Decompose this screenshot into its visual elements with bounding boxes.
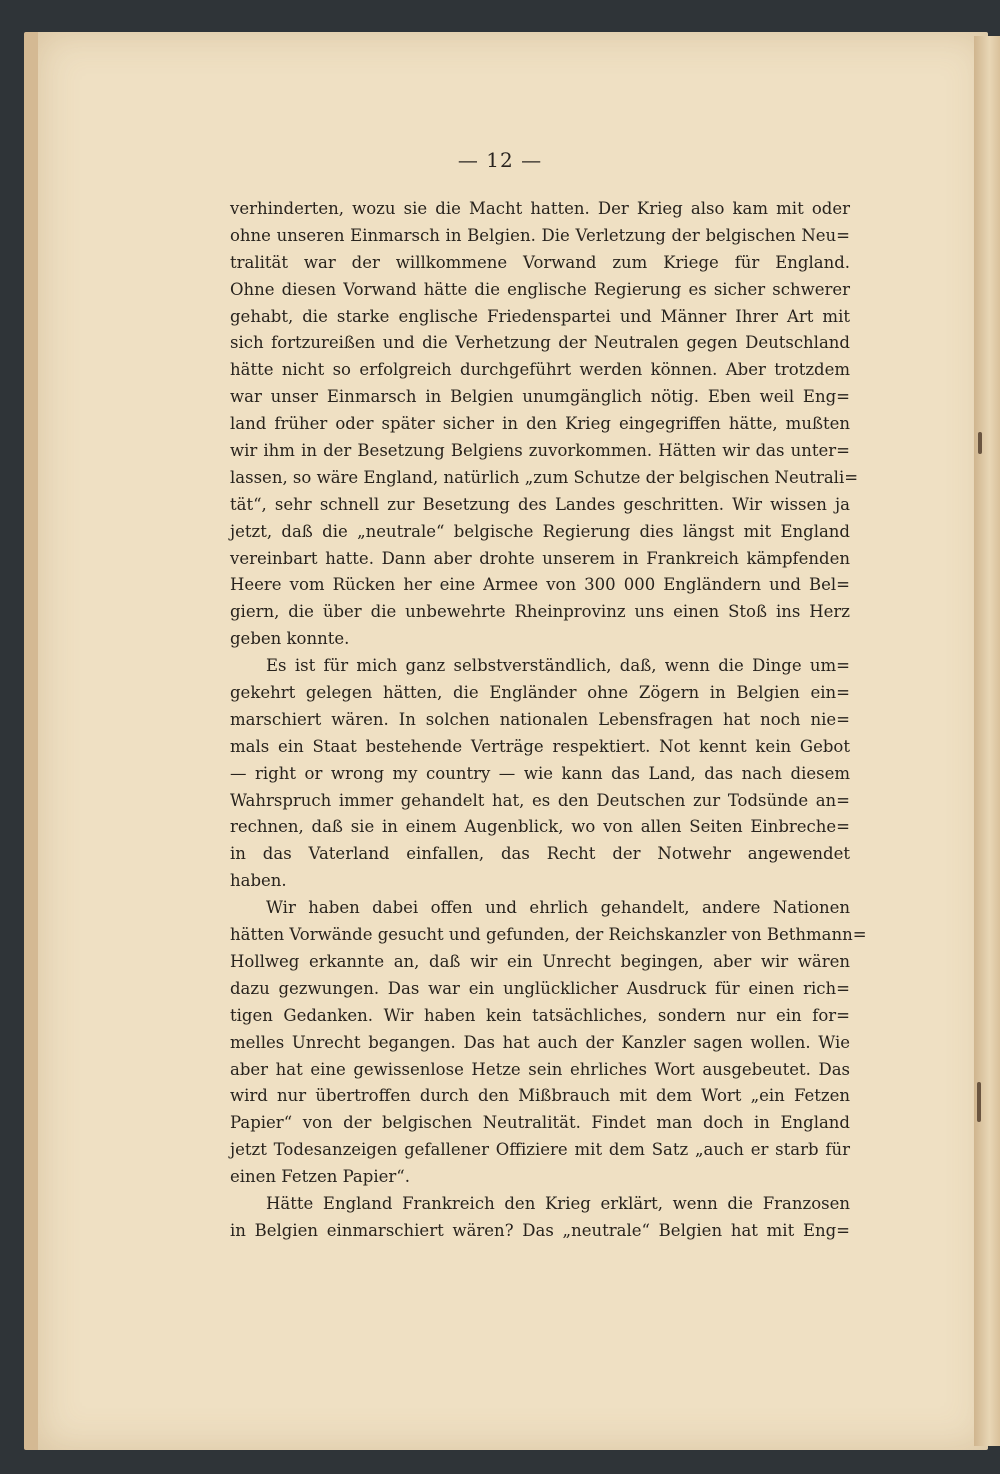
text-line: in das Vaterland einfallen, das Recht der Notwehr angewendet	[230, 844, 850, 864]
text-line: dazu gezwungen. Das war ein unglücklicher Ausdruck für einen rich=	[230, 978, 850, 998]
text-line: verhinderten, wozu sie die Macht hatten. Der Krieg also kam mit oder	[230, 199, 850, 218]
text-line: tät“, sehr schnell zur Besetzung des Landes geschritten. Wir wissen ja	[230, 494, 850, 514]
margin-mark	[978, 432, 982, 454]
text-line: mals ein Staat bestehende Verträge respektiert. Not kennt kein Gebot	[230, 736, 850, 756]
body-text	[230, 196, 867, 1245]
text-line: hätten Vorwände gesucht und gefunden, der Reichskanzler von Bethmann=	[230, 925, 867, 945]
text-line: ohne unseren Einmarsch in Belgien. Die Verletzung der belgischen Neu=	[230, 225, 850, 245]
text-line: Wahrspruch immer gehandelt hat, es den Deutschen zur Todsünde an=	[230, 790, 850, 810]
text-line: hätte nicht so erfolgreich durchgeführt werden können. Aber trotzdem	[230, 360, 850, 380]
text-line: wir ihm in der Besetzung Belgiens zuvorkommen. Hätten wir das unter=	[230, 441, 850, 461]
text-line: gekehrt gelegen hätten, die Engländer ohne Zögern in Belgien ein=	[230, 683, 850, 703]
text-line: lassen, so wäre England, natürlich „zum Schutze der belgischen Neutrali=	[230, 467, 859, 487]
text-line: sich fortzureißen und die Verhetzung der Neutralen gegen Deutschland	[230, 333, 850, 353]
text-line: geben konnte.	[230, 629, 350, 649]
text-line: Wir haben dabei offen und ehrlich gehandelt, andere Nationen	[266, 898, 850, 918]
text-line: melles Unrecht begangen. Das hat auch der Kanzler sagen wollen. Wie	[230, 1032, 850, 1052]
text-line: Es ist für mich ganz selbstverständlich, daß, wenn die Dinge um=	[266, 656, 850, 676]
text-line: Hollweg erkannte an, daß wir ein Unrecht begingen, aber wir wären	[230, 951, 850, 971]
text-line: war unser Einmarsch in Belgien unumgänglich nötig. Eben weil Eng=	[230, 387, 850, 407]
text-line: jetzt Todesanzeigen gefallener Offiziere mit dem Satz „auch er starb für	[230, 1140, 850, 1160]
text-line: tigen Gedanken. Wir haben kein tatsächliches, sondern nur ein for=	[230, 1005, 850, 1025]
text-line: Heere vom Rücken her eine Armee von 300 000 Engländern und Bel=	[230, 575, 850, 595]
text-line: land früher oder später sicher in den Krieg eingegriffen hätte, mußten	[230, 414, 850, 434]
margin-mark	[977, 1082, 981, 1122]
text-line: gehabt, die starke englische Friedenspartei und Männer Ihrer Art mit	[230, 306, 850, 326]
text-line: haben.	[230, 871, 287, 891]
text-line: tralität war der willkommene Vorwand zum Kriege für England.	[230, 252, 850, 272]
next-page-edge	[974, 36, 1000, 1446]
text-line: einen Fetzen Papier“.	[230, 1167, 410, 1187]
text-line: giern, die über die unbewehrte Rheinprovinz uns einen Stoß ins Herz	[230, 602, 850, 622]
text-line: aber hat eine gewissenlose Hetze sein ehrliches Wort ausgebeutet. Das	[230, 1059, 850, 1079]
text-line: — right or wrong my country — wie kann das Land, das nach diesem	[230, 763, 850, 783]
text-line: Papier“ von der belgischen Neutralität. Findet man doch in England	[230, 1113, 850, 1133]
page-number: — 12 —	[457, 148, 543, 172]
text-line: marschiert wären. In solchen nationalen Lebensfragen hat noch nie=	[230, 709, 850, 729]
text-line: wird nur übertroffen durch den Mißbrauch mit dem Wort „ein Fetzen	[230, 1086, 850, 1106]
text-line: Hätte England Frankreich den Krieg erklärt, wenn die Franzosen	[266, 1193, 850, 1213]
text-line: vereinbart hatte. Dann aber drohte unserem in Frankreich kämpfenden	[230, 548, 850, 568]
text-line: jetzt, daß die „neutrale“ belgische Regierung dies längst mit England	[230, 521, 850, 541]
text-line: in Belgien einmarschiert wären? Das „neutrale“ Belgien hat mit Eng=	[230, 1220, 850, 1240]
text-line: rechnen, daß sie in einem Augenblick, wo von allen Seiten Einbreche=	[230, 817, 850, 837]
text-line: Ohne diesen Vorwand hätte die englische Regierung es sicher schwerer	[230, 279, 850, 299]
